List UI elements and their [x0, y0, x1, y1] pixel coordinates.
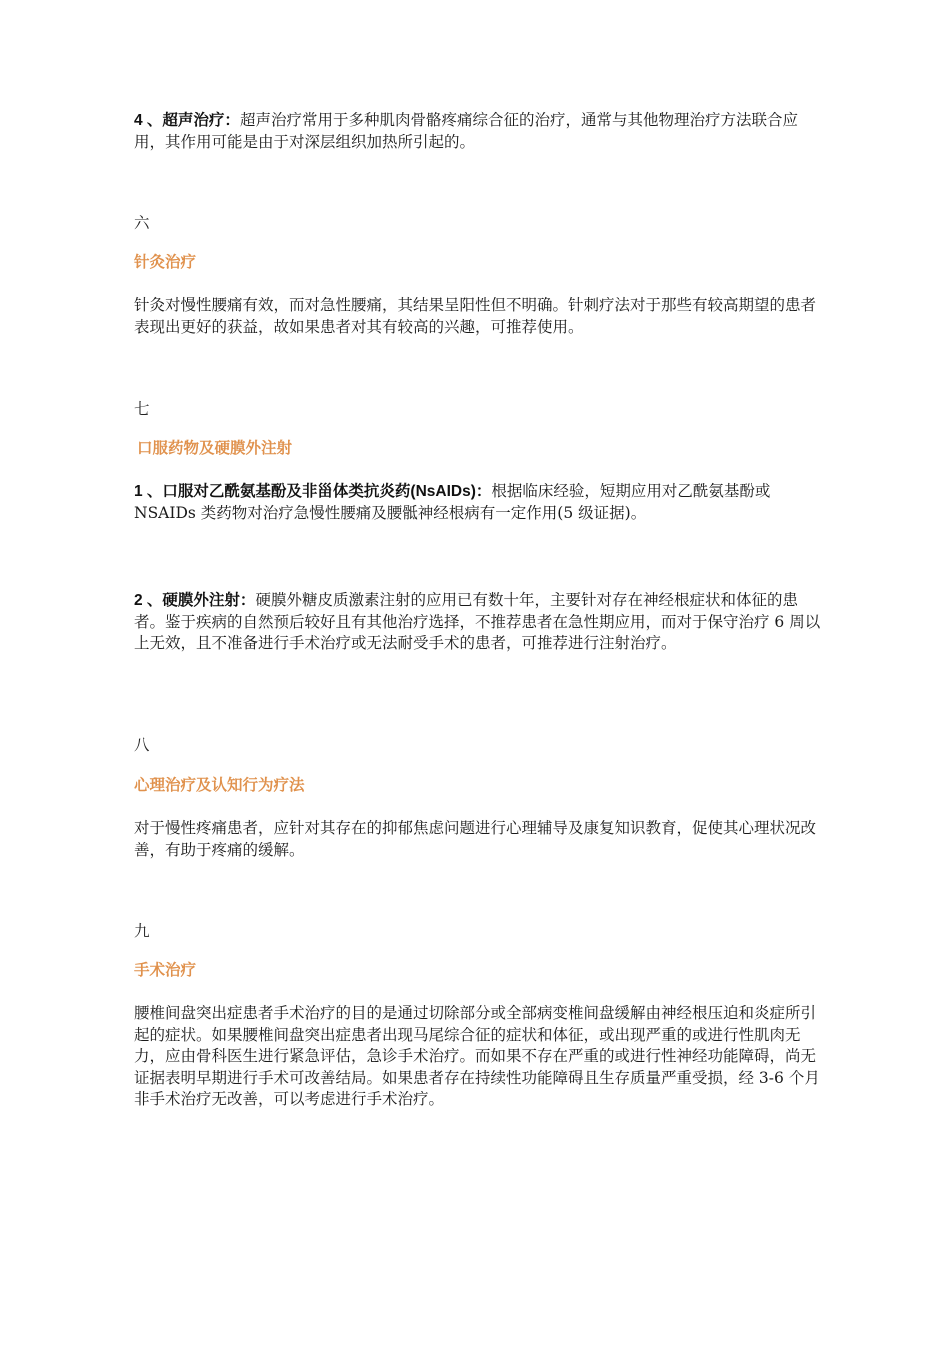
paragraph-text: 针灸对慢性腰痛有效，而对急性腰痛，其结果呈阳性但不明确。针刺疗法对于那些有较高期望的患者表现出更好的获益，故如果患者对其有较高的兴趣，可推荐使用。: [134, 296, 817, 336]
section-eight-numeral-block: [134, 735, 824, 755]
ultrasound-therapy-paragraph: [134, 110, 824, 153]
section-eight-heading-block: [134, 776, 824, 796]
section-nine-heading-block: [134, 961, 824, 981]
section-six-numeral-block: [134, 213, 824, 233]
section-heading: 针灸治疗: [134, 254, 197, 271]
item-body: 超声治疗常用于多种肌肉骨骼疼痛综合征的治疗，通常与其他物理治疗方法联合应用，其作用可能是由于对深层组织加热所引起的。: [134, 111, 798, 151]
surgical-treatment-paragraph: [134, 1003, 824, 1111]
section-numeral: 九: [134, 922, 150, 940]
section-numeral: 六: [134, 214, 150, 232]
oral-medication-paragraph: [134, 481, 824, 524]
paragraph-text: 腰椎间盘突出症患者手术治疗的目的是通过切除部分或全部病变椎间盘缓解由神经根压迫和炎症所引起的症状。如果腰椎间盘突出症患者出现马尾综合征的症状和体征，或出现严重的或进行性肌肉无力，应由骨科医生进行紧急评估，急诊手术治疗。而如果不存在严重的或进行性神经功能障碍，尚无证据表明早期进行手术可改善结局。如果患者存在持续性功能障碍且生存质量严重受损，经 3-6 个月非手术治疗无改善，可以考虑进行手术治疗。: [134, 1004, 820, 1108]
section-six-heading-block: [134, 253, 824, 273]
paragraph-text: [134, 590, 824, 655]
item-label: 1 、口服对乙酰氨基酚及非甾体类抗炎药(NsAIDs)：: [134, 483, 492, 500]
epidural-injection-paragraph: [134, 590, 824, 655]
paragraph-text: 对于慢性疼痛患者，应针对其存在的抑郁焦虑问题进行心理辅导及康复知识教育，促使其心理状况改善，有助于疼痛的缓解。: [134, 819, 817, 859]
section-numeral: 七: [134, 400, 150, 418]
section-seven-numeral-block: [134, 399, 824, 419]
item-body: 根据临床经验，短期应用对乙酰氨基酚或 NSAIDs 类药物对治疗急慢性腰痛及腰骶神经根病有一定作用(5 级证据)。: [134, 482, 771, 522]
paragraph-text: [134, 481, 824, 524]
paragraph-text: [134, 110, 824, 153]
section-nine-numeral-block: [134, 921, 824, 941]
psychotherapy-paragraph: [134, 818, 824, 861]
item-body: 硬膜外糖皮质激素注射的应用已有数十年，主要针对存在神经根症状和体征的患者。鉴于疾病的自然预后较好且有其他治疗选择，不推荐患者在急性期应用，而对于保守治疗 6 周以上无效，且不准备进行手术治疗或无法耐受手术的患者，可推荐进行注射治疗。: [134, 591, 821, 652]
item-label: 2 、硬膜外注射：: [134, 592, 256, 609]
section-seven-heading-block: [137, 439, 827, 459]
acupuncture-paragraph: [134, 295, 824, 338]
section-heading: 口服药物及硬膜外注射: [137, 440, 293, 457]
section-numeral: 八: [134, 736, 150, 754]
section-heading: 手术治疗: [134, 962, 197, 979]
item-label: 4 、超声治疗：: [134, 112, 240, 129]
section-heading: 心理治疗及认知行为疗法: [134, 777, 305, 794]
